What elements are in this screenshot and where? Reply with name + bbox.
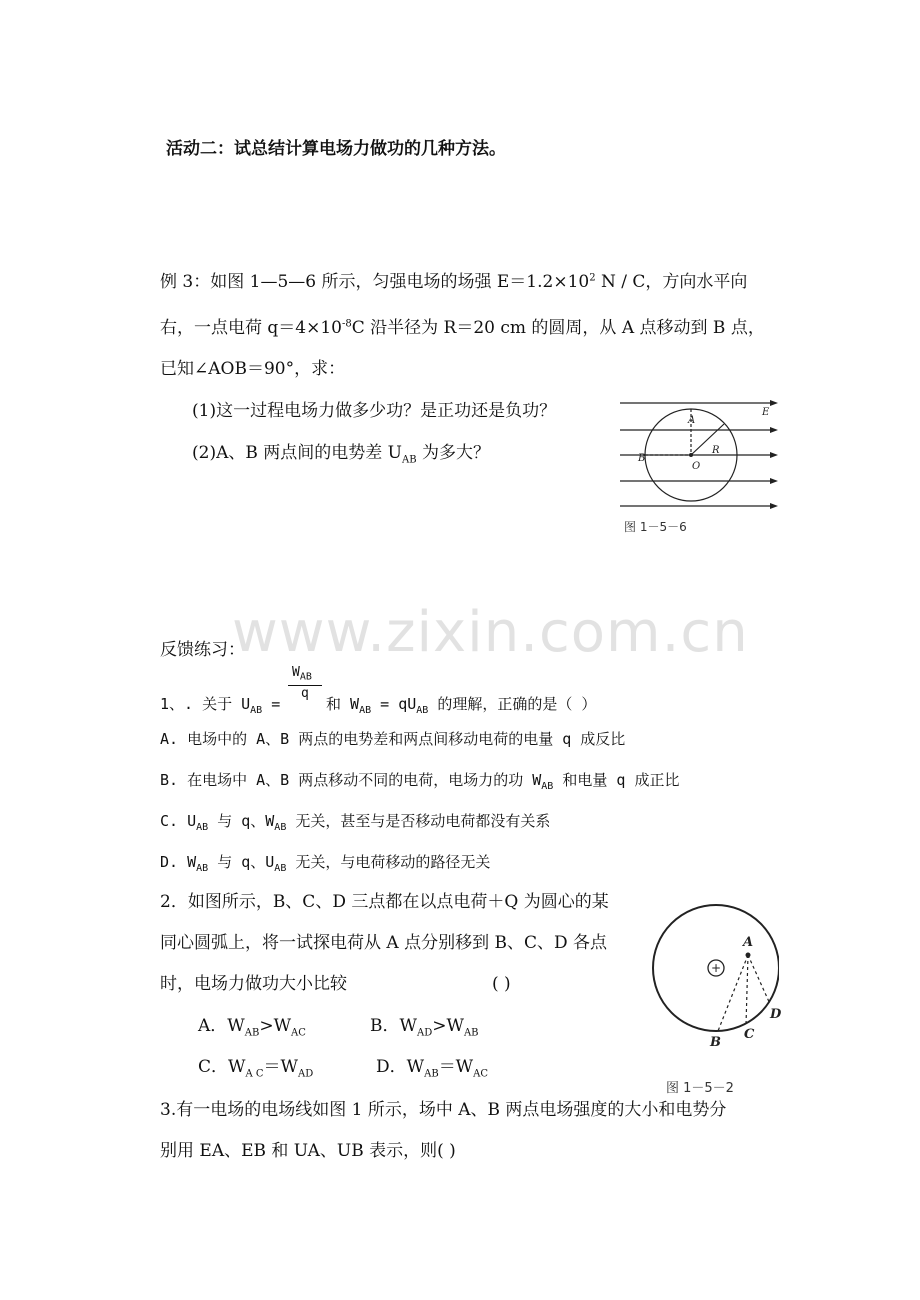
feedback-heading: 反馈练习：: [160, 640, 245, 660]
q2-option-b: B．$W_{AD}>W_{AB}$: [370, 1016, 479, 1039]
label-e: E: [762, 407, 770, 418]
activity-title: 活动二：试总结计算电场力做功的几种方法。: [166, 139, 506, 159]
q2-line2: 同心圆弧上，将一试探电荷从 A 点分别移到 B、C、D 各点: [160, 933, 608, 953]
q2-option-c: C．$W_{A C}=W_{AD}$: [198, 1057, 314, 1080]
q1-option-b: B. 在电场中 A、B 两点移动不同的电荷，电场力的功 $W_{AB}$ 和电量 q 成正比: [160, 771, 680, 792]
label-c2: C: [744, 1027, 755, 1042]
label-b: B: [638, 453, 646, 464]
example3-line2: 右，一点电荷 $q=4\times 10^{-8}C$ 沿半径为 R＝20 cm 的圆周，从 A 点移动到 B 点，: [160, 318, 765, 338]
example3-question2: (2)A、B 两点间的电势差 $U_{AB}$ 为多大？: [192, 443, 490, 466]
example3-question1: (1)这一过程电场力做多少功？是正功还是负功？: [192, 401, 557, 421]
q1-option-a: A. 电场中的 A、B 两点的电势差和两点间移动电荷的电量 q 成反比: [160, 730, 626, 748]
arrow-icon: [770, 503, 778, 509]
q2-answer-blank: ( ): [492, 974, 511, 994]
fraction-numerator: $W_{AB}$: [292, 665, 312, 683]
label-a: A: [688, 415, 696, 426]
label-o: O: [692, 461, 701, 472]
arrow-icon: [770, 478, 778, 484]
q1-stem-left: 1、. 关于 $U_{AB}$ =: [160, 695, 281, 716]
label-d2: D: [770, 1007, 782, 1022]
label-b2: B: [710, 1035, 721, 1050]
arrow-icon: [770, 400, 778, 406]
q2-option-d: D．$W_{AB}=W_{AC}$: [376, 1057, 489, 1080]
label-a2: A: [743, 935, 754, 950]
q2-option-a: A．$W_{AB}>W_{AC}$: [198, 1016, 306, 1039]
q3-line2: 别用 EA、EB 和 UA、UB 表示，则( ): [160, 1141, 456, 1161]
example3-line3: 已知∠AOB＝90°，求：: [160, 359, 346, 379]
q1-option-c: C. $U_{AB}$ 与 q、$W_{AB}$ 无关，甚至与是否移动电荷都没有关系: [160, 812, 551, 833]
q3-line1: 3.有一电场的电场线如图 1 所示，场中 A、B 两点电场强度的大小和电势分: [160, 1100, 727, 1120]
q1-stem-right: 和 $W_{AB} = qU_{AB}$ 的理解，正确的是（ ）: [326, 695, 597, 716]
path-ac: [746, 955, 748, 1025]
watermark: www.zixin.com.cn: [232, 600, 749, 665]
q2-line3: 时，电场力做功大小比较: [160, 974, 347, 994]
figure-1-5-2: [636, 900, 786, 1100]
figure-caption: 图 1－5－6: [624, 520, 687, 534]
q1-option-d: D. $W_{AB}$ 与 q、$U_{AB}$ 无关，与电荷移动的路径无关: [160, 853, 491, 874]
arrow-icon: [770, 452, 778, 458]
figure-1-5-6: [600, 395, 790, 560]
fraction-denominator: q: [301, 686, 309, 701]
example3-line1: 例 3：如图 1—5—6 所示，匀强电场的场强 $E=1.2\times 10^2$ N / C，方向水平向: [160, 272, 748, 292]
path-ad: [748, 955, 770, 1004]
label-r: R: [712, 445, 720, 456]
q2-line1: 2．如图所示，B、C、D 三点都在以点电荷＋Q 为圆心的某: [160, 892, 609, 912]
path-ab: [718, 955, 748, 1031]
figure-caption-2: 图 1－5－2: [666, 1081, 734, 1096]
arrow-icon: [770, 427, 778, 433]
plus-icon: +: [710, 961, 722, 975]
center-point: [689, 453, 693, 457]
